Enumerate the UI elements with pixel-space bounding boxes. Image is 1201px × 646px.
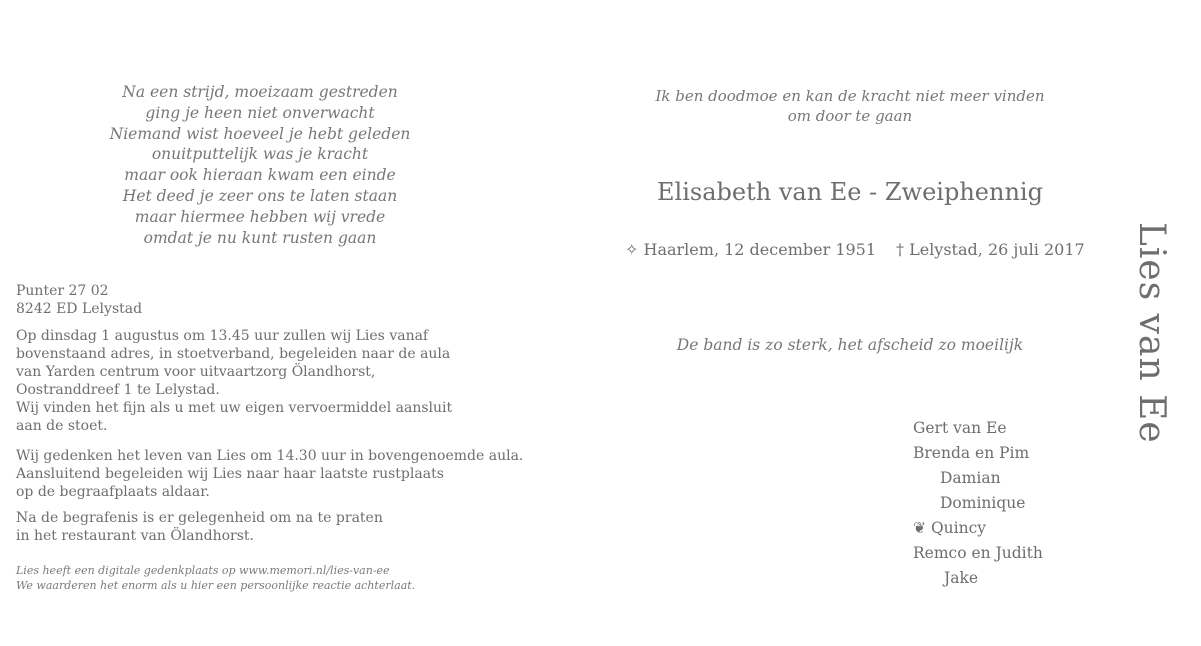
address-line: Punter 27 02 xyxy=(16,283,109,299)
poem-line: omdat je nu kunt rusten gaan xyxy=(143,228,377,247)
death-text: Lelystad, 26 juli 2017 xyxy=(909,240,1085,259)
poem-line: maar hiermee hebben wij vrede xyxy=(134,207,386,226)
death-info xyxy=(896,240,1085,259)
quote-line: om door te gaan xyxy=(787,107,913,125)
text-line: Oostranddreef 1 te Lelystad. xyxy=(16,382,220,398)
star-icon: ✧ xyxy=(625,240,639,259)
deceased-full-name: Elisabeth van Ee - Zweiphennig xyxy=(657,178,1043,206)
memorial-paragraph xyxy=(16,447,523,501)
text-line: Wij gedenken het leven van Lies om 14.30 uur in bovengenoemde aula. xyxy=(16,448,524,464)
text-line: in het restaurant van Ölandhorst. xyxy=(16,528,255,544)
paw-icon: ❦ xyxy=(913,519,926,537)
family-member: Dominique xyxy=(940,494,1026,512)
family-member-pet xyxy=(913,516,1043,541)
procession-paragraph xyxy=(16,327,452,435)
quote-line: Ik ben doodmoe en kan de kracht niet meer vinden xyxy=(655,87,1045,105)
birth-info xyxy=(625,240,876,259)
text-line: Wij vinden het fijn als u met uw eigen vervoermiddel aansluit xyxy=(16,400,453,416)
poem-line: ging je heen niet onverwacht xyxy=(145,103,375,122)
footnote-line: Lies heeft een digitale gedenkplaats op www.memori.nl/lies-van-ee xyxy=(16,564,390,577)
address-line: 8242 ED Lelystad xyxy=(16,301,143,317)
opening-poem xyxy=(60,82,460,248)
cross-icon: † xyxy=(896,240,904,259)
footnote-line: We waarderen het enorm als u hier een persoonlijke reactie achterlaat. xyxy=(16,579,416,592)
top-quote xyxy=(620,86,1080,126)
text-line: Op dinsdag 1 augustus om 13.45 uur zullen wij Lies vanaf xyxy=(16,328,429,344)
family-member: Brenda en Pim xyxy=(913,444,1030,462)
middle-quote: De band is zo sterk, het afscheid zo moeilijk xyxy=(676,336,1024,354)
family-member: Jake xyxy=(944,569,979,587)
text-line: van Yarden centrum voor uitvaartzorg Ölandhorst, xyxy=(16,364,376,380)
poem-line: maar ook hieraan kwam een einde xyxy=(124,166,396,185)
text-line: aan de stoet. xyxy=(16,418,108,434)
text-line: Aansluitend begeleiden wij Lies naar haar laatste rustplaats xyxy=(16,466,444,482)
memorial-website-note xyxy=(16,563,415,593)
family-member: Gert van Ee xyxy=(913,419,1007,437)
poem-line: Na een strijd, moeizaam gestreden xyxy=(122,83,398,101)
poem-line: onuitputtelijk was je kracht xyxy=(151,145,369,164)
birth-text: Haarlem, 12 december 1951 xyxy=(643,240,877,259)
gathering-paragraph xyxy=(16,509,383,545)
poem-line: Het deed je zeer ons te laten staan xyxy=(122,186,398,205)
text-line: op de begraafplaats aldaar. xyxy=(16,484,210,500)
text-line: bovenstaand adres, in stoetverband, begeleiden naar de aula xyxy=(16,346,451,362)
poem-line: Niemand wist hoeveel je hebt geleden xyxy=(109,124,411,143)
family-member: Damian xyxy=(940,469,1001,487)
family-member: Remco en Judith xyxy=(913,544,1043,562)
vertical-name: Lies van Ee xyxy=(1131,222,1172,444)
home-address xyxy=(16,282,142,318)
family-list xyxy=(913,416,1043,591)
text-line: Na de begrafenis is er gelegenheid om na te praten xyxy=(16,510,383,526)
family-member-name: Quincy xyxy=(930,519,987,537)
